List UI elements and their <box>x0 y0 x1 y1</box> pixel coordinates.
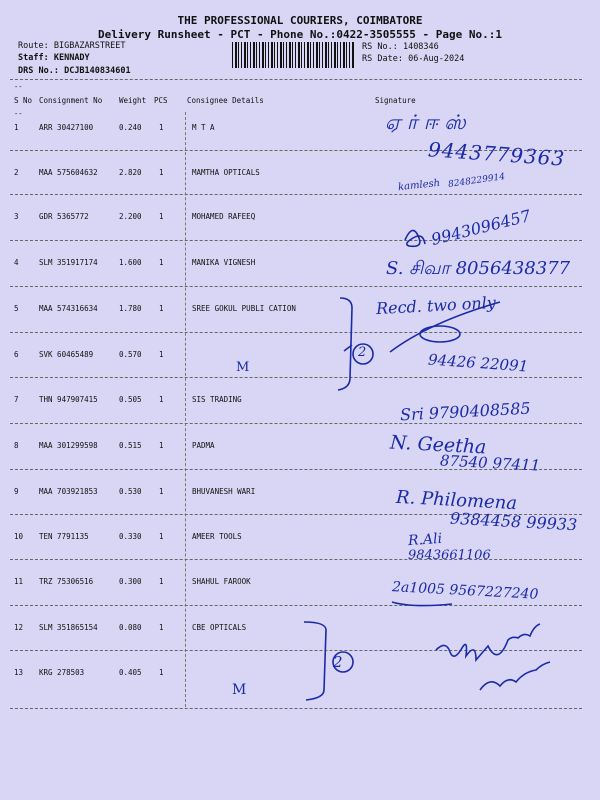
row-sno: 9 <box>14 487 19 496</box>
signature-11: 2a1005 9567227240 <box>391 579 539 603</box>
signature-1: ஏ ர் ஈ ஸ் <box>385 110 466 134</box>
route-label: Route: <box>18 41 49 51</box>
company-title: THE PROFESSIONAL COURIERS, COIMBATORE <box>177 14 423 27</box>
phone-5: 94426 22091 <box>427 350 529 376</box>
staff-value: KENNADY <box>53 53 90 63</box>
row-weight: 0.300 <box>119 577 142 586</box>
signature-3-scribble <box>405 230 425 246</box>
row-weight: 0.405 <box>119 668 142 677</box>
bracket-count-2-circle <box>333 652 353 672</box>
signature-9-phone: 9384458 99933 <box>449 508 578 535</box>
row-pcs: 1 <box>159 623 164 632</box>
signature-7: Sri 9790408585 <box>399 398 532 425</box>
rs-date-label: RS Date: <box>362 54 403 64</box>
row-consignee: MOHAMED RAFEEQ <box>192 212 256 221</box>
rs-no-value: 1408346 <box>402 42 439 52</box>
row-consignee: BHUVANESH WARI <box>192 487 256 496</box>
row-weight: 2.820 <box>119 168 142 177</box>
row-sno: 4 <box>14 258 19 267</box>
row-consignee: SREE GOKUL PUBLI CATION <box>192 304 296 313</box>
bracket-rows-5-6 <box>338 298 352 390</box>
row-sno: 8 <box>14 441 19 450</box>
row-weight: 0.530 <box>119 487 142 496</box>
row-consignment-no: SLM 351865154 <box>39 623 98 632</box>
row-pcs: 1 <box>159 168 164 177</box>
row-sno: 11 <box>14 577 24 586</box>
route-value: BIGBAZARSTREET <box>53 41 126 51</box>
signature-5-note: Recd. two only <box>375 292 497 319</box>
signature-2-phone: 8248229914 <box>447 172 506 190</box>
signature-2-name: kamlesh <box>397 177 441 194</box>
row-consignment-no: TRZ 75306516 <box>39 577 94 586</box>
row-consignee: AMEER TOOLS <box>192 532 242 541</box>
row-weight: 2.200 <box>119 212 142 221</box>
signature-8-phone: 87540 97411 <box>439 451 541 475</box>
row-pcs: 1 <box>159 395 164 404</box>
drs-label: DRS No.: <box>18 66 59 76</box>
col-consignee-header: Consignee Details <box>187 96 264 105</box>
row-weight: 0.240 <box>119 123 142 132</box>
row-consignment-no: MAA 703921853 <box>39 487 98 496</box>
row-consignment-no: MAA 575604632 <box>39 168 98 177</box>
row-consignment-no: MAA 301299598 <box>39 441 98 450</box>
row-pcs: 1 <box>159 487 164 496</box>
row-consignee: PADMA <box>192 441 215 450</box>
signature-4: S. சிவா 8056438377 <box>386 258 571 279</box>
row-consignment-no: ARR 30427100 <box>39 123 94 132</box>
row-weight: 0.505 <box>119 395 142 404</box>
row-sno: 5 <box>14 304 19 313</box>
signature-12-13 <box>436 624 550 690</box>
bracket-count-2: 2 <box>333 653 343 671</box>
row-pcs: 1 <box>159 668 164 677</box>
col-sno-header: S No <box>14 96 33 105</box>
bracket-rows-12-13 <box>304 622 326 700</box>
row-sno: 13 <box>14 668 24 677</box>
row-pcs: 1 <box>159 350 164 359</box>
row-consignment-no: MAA 574316634 <box>39 304 98 313</box>
row-consignment-no: GDR 5365772 <box>39 212 89 221</box>
col-pcs-header: PCS <box>154 96 168 105</box>
signature-11-underline <box>392 602 452 606</box>
row-pcs: 1 <box>159 441 164 450</box>
row-consignment-no: TEN 7791135 <box>39 532 89 541</box>
row-sno: 6 <box>14 350 19 359</box>
row-sno: 2 <box>14 168 19 177</box>
row-weight: 1.780 <box>119 304 142 313</box>
row-sno: 10 <box>14 532 24 541</box>
phone-1: 9443779363 <box>427 137 566 171</box>
divider-mark: -- <box>14 83 23 91</box>
row-consignee: SHAHUL FAROOK <box>192 577 251 586</box>
row-consignee: SIS TRADING <box>192 395 242 404</box>
row-consignment-no: THN 947907415 <box>39 395 98 404</box>
rs-no-label: RS No.: <box>362 42 398 52</box>
signature-9-name: R. Philomena <box>395 486 518 515</box>
row-pcs: 1 <box>159 123 164 132</box>
mark-row-6: M <box>236 360 250 375</box>
drs-value: DCJB140834601 <box>64 66 131 76</box>
row-consignee: MANIKA VIGNESH <box>192 258 256 267</box>
row-pcs: 1 <box>159 532 164 541</box>
row-pcs: 1 <box>159 577 164 586</box>
signature-3: 9943096457 <box>429 205 533 250</box>
row-consignment-no: SLM 351917174 <box>39 258 98 267</box>
row-consignee: MAMTHA OPTICALS <box>192 168 260 177</box>
divider-mark: -- <box>14 110 23 118</box>
row-consignee: M T A <box>192 123 215 132</box>
mark-row-13: M <box>232 682 247 698</box>
bracket-count-1-circle <box>353 344 373 364</box>
row-sno: 3 <box>14 212 19 221</box>
row-consignee: CBE OPTICALS <box>192 623 247 632</box>
row-pcs: 1 <box>159 212 164 221</box>
runsheet-subtitle: Delivery Runsheet - PCT - Phone No.:0422-3505555 - Page No.:1 <box>98 28 502 41</box>
signature-8-name: N. Geetha <box>389 431 487 459</box>
row-consignment-no: SVK 60465489 <box>39 350 94 359</box>
row-sno: 1 <box>14 123 19 132</box>
row-weight: 1.600 <box>119 258 142 267</box>
signature-10-name: R.Ali <box>407 530 443 550</box>
row-consignment-no: KRG 278503 <box>39 668 85 677</box>
row-weight: 0.330 <box>119 532 142 541</box>
rs-date-value: 06-Aug-2024 <box>408 54 465 64</box>
staff-label: Staff: <box>18 53 49 63</box>
signature-10-phone: 9843661106 <box>408 548 491 563</box>
row-pcs: 1 <box>159 258 164 267</box>
row-pcs: 1 <box>159 304 164 313</box>
bracket-count-1: 2 <box>358 345 367 360</box>
row-sno: 12 <box>14 623 24 632</box>
row-weight: 0.080 <box>119 623 142 632</box>
row-weight: 0.570 <box>119 350 142 359</box>
row-sno: 7 <box>14 395 19 404</box>
col-signature-header: Signature <box>375 96 416 105</box>
signature-5-oval <box>420 326 460 342</box>
col-consignment-header: Consignment No <box>39 96 103 105</box>
row-weight: 0.515 <box>119 441 142 450</box>
col-weight-header: Weight <box>119 96 147 105</box>
